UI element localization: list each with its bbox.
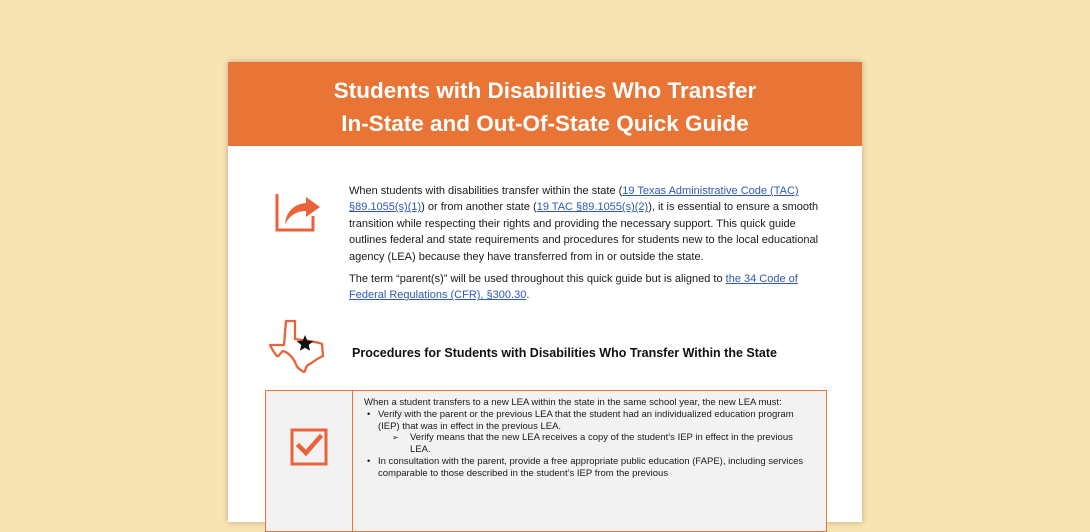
intro-p2-text-a: The term “parent(s)” will be used throughout this quick guide but is aligned to <box>349 273 726 286</box>
intro-p1-text-b: ) or from another state ( <box>421 201 537 214</box>
share-arrow-icon <box>274 186 324 234</box>
procedures-table <box>265 390 827 532</box>
procedure-bullet-2: • In consultation with the parent, provide a free appropriate public education (FAPE), including services comparable to those described in the student’s IEP from the previous <box>364 456 804 480</box>
tac-link-2[interactable]: 19 TAC §89.1055(s)(2) <box>536 201 649 214</box>
tac-link-1[interactable]: 19 Texas Administrative Code (TAC) §89.1055(s)(1) <box>349 185 799 214</box>
intro-p1-text-c: ), it is essential to ensure a smooth transition while respecting their rights and providing the necessary support. This quick guide outlines federal and state requirements and procedures for students new to the local educational agency (LEA) because they have transferred from in or outside the state. <box>349 201 819 263</box>
title-banner <box>228 62 862 146</box>
intro-paragraph-1 <box>349 183 827 265</box>
procedure-text <box>364 397 804 480</box>
cfr-link[interactable]: the 34 Code of Federal Regulations (CFR), §300.30 <box>349 273 798 302</box>
intro-p1-text-a: When students with disabilities transfer within the state ( <box>349 185 623 197</box>
title-line-2: In-State and Out-Of-State Quick Guide <box>341 111 749 136</box>
intro-text <box>349 183 827 304</box>
texas-star-icon <box>268 318 326 374</box>
intro-paragraph-2 <box>349 271 827 304</box>
procedure-bullet-1: • Verify with the parent or the previous LEA that the student had an individualized education program (IEP) that was in effect in the previous LEA. <box>364 409 804 433</box>
intro-p2-text-b: . <box>526 289 530 302</box>
cell-divider <box>352 391 353 531</box>
procedure-lead: When a student transfers to a new LEA within the state in the same school year, the new LEA must: <box>364 397 782 408</box>
procedure-sub-bullet-1: ➢ Verify means that the new LEA receives a copy of the student’s IEP in effect in the previous LEA. <box>364 432 804 456</box>
title-line-1: Students with Disabilities Who Transfer <box>333 78 757 103</box>
checkbox-icon <box>290 428 328 466</box>
procedure-list <box>364 409 804 480</box>
section-title: Procedures for Students with Disabilities Who Transfer Within the State <box>352 346 777 360</box>
guide-page <box>228 62 862 522</box>
